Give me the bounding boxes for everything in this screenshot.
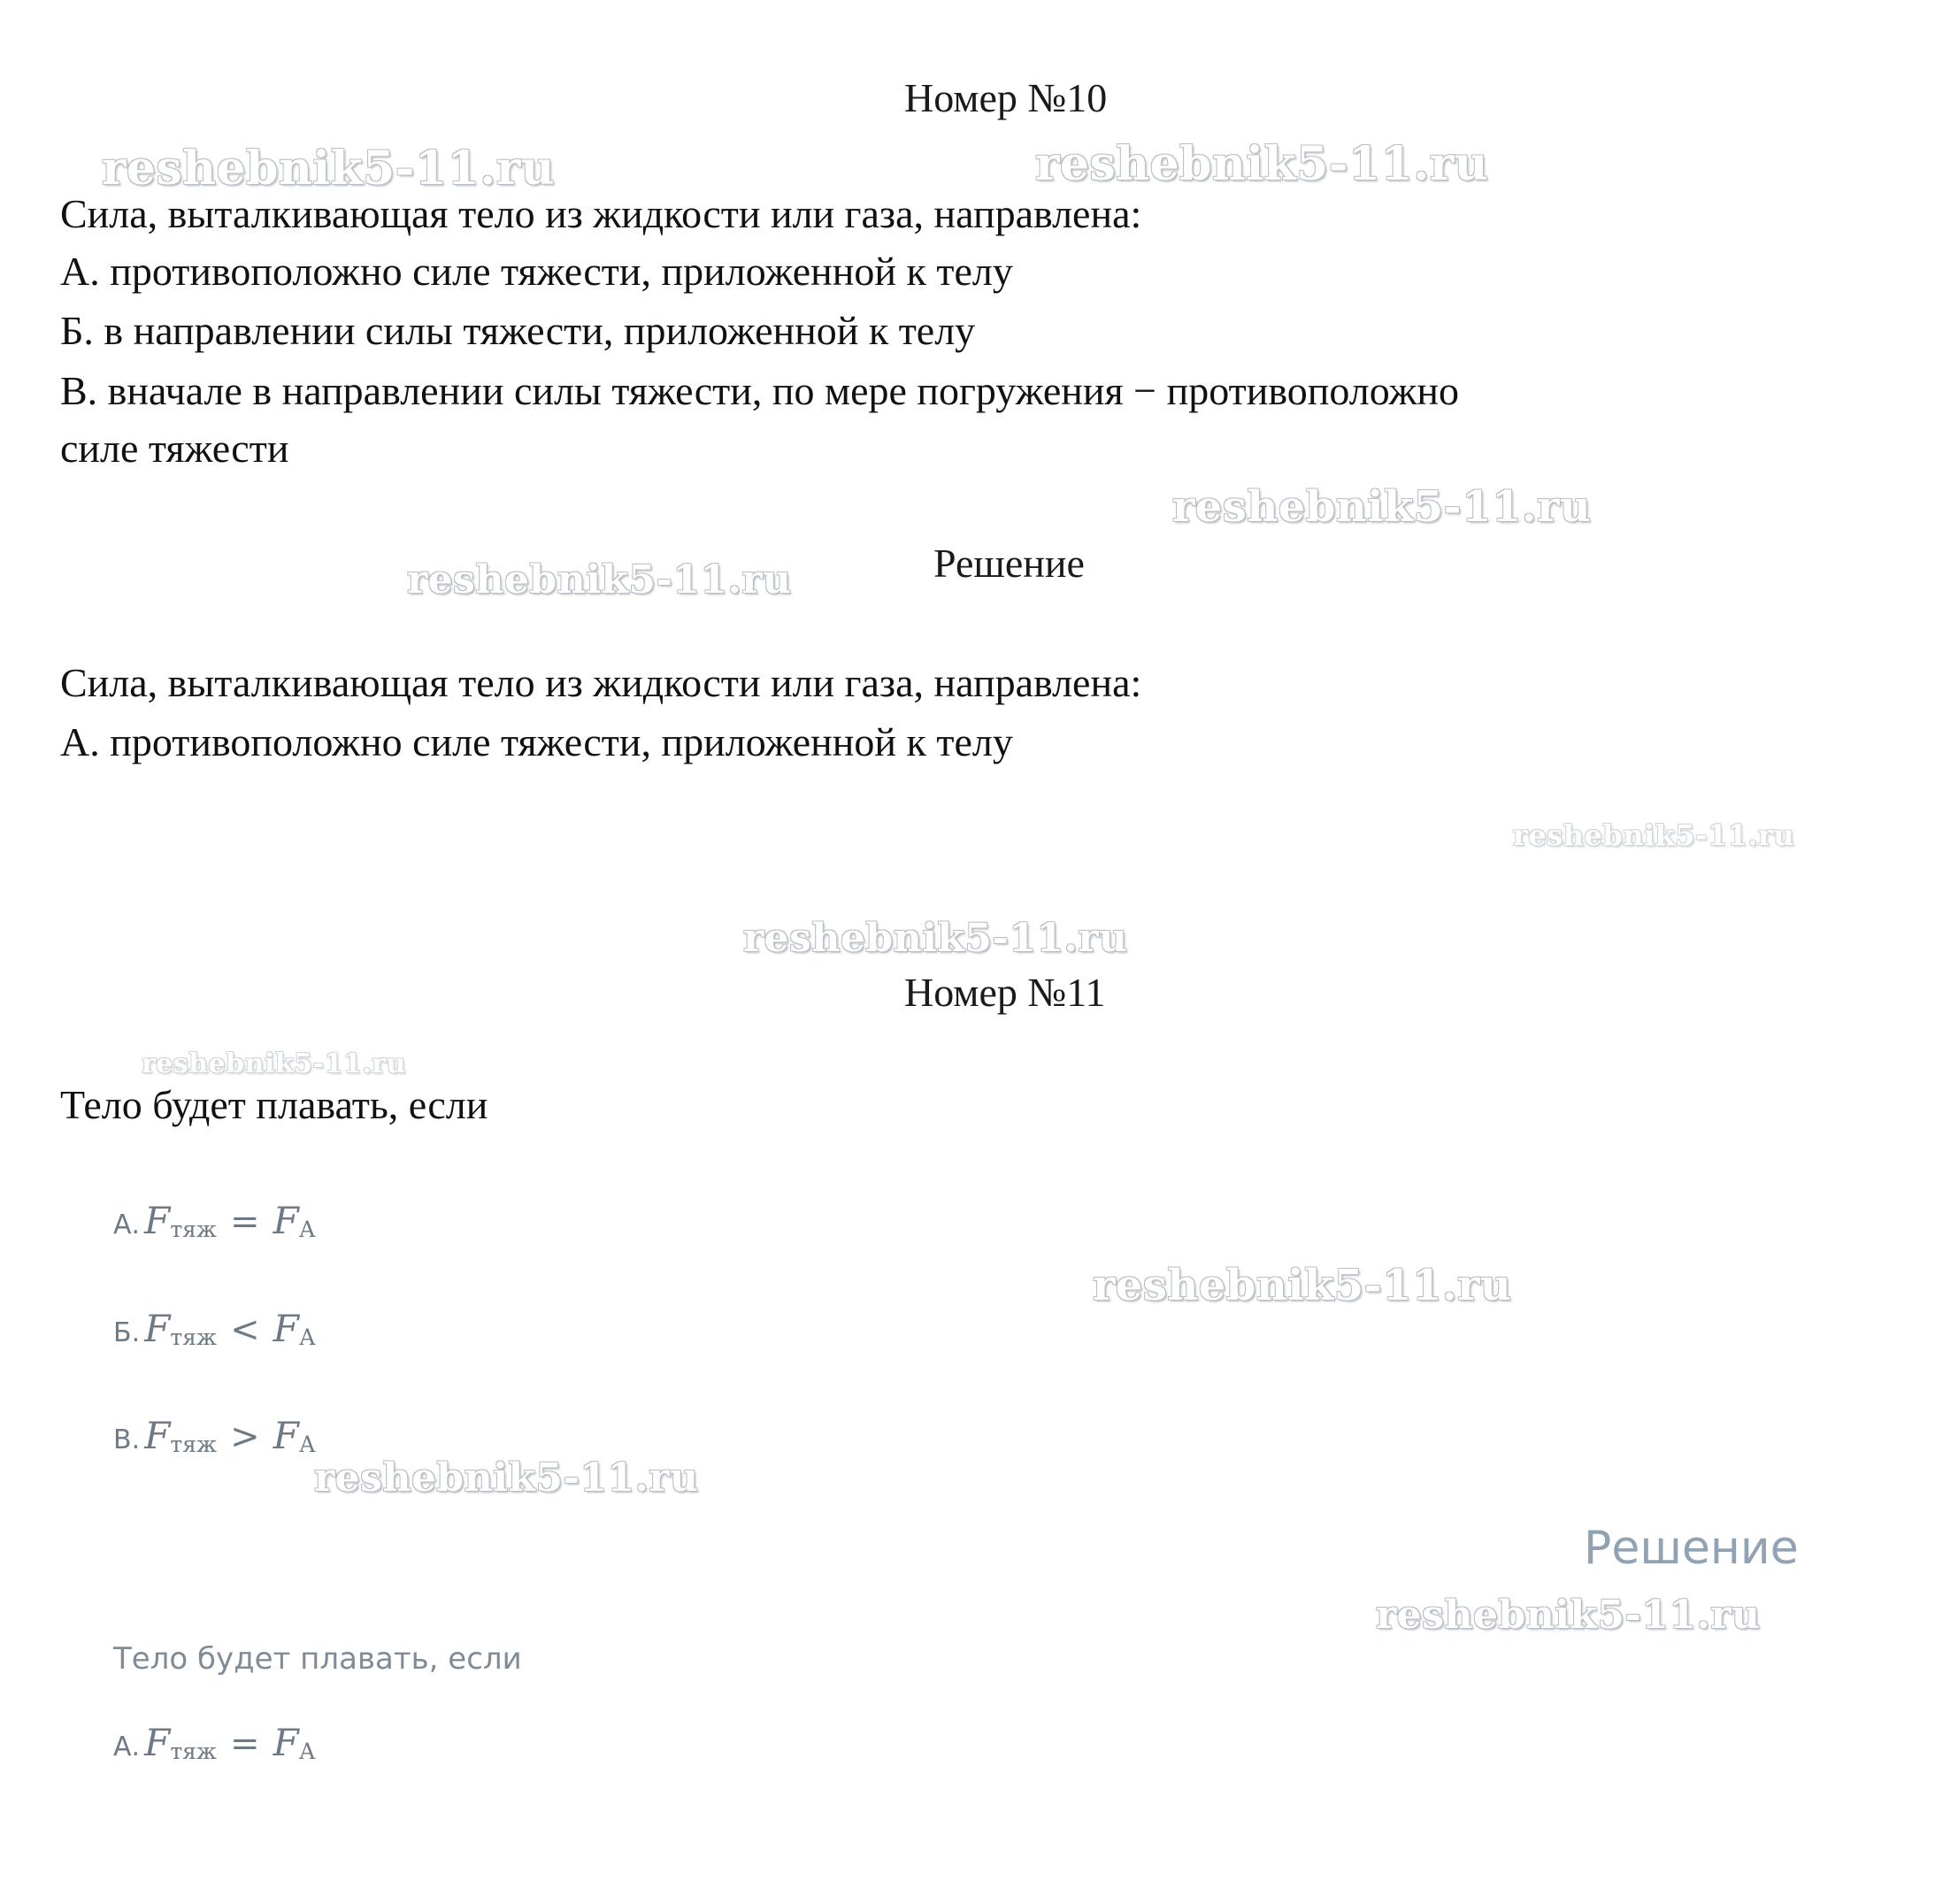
option-left-sub: тяж: [170, 1432, 217, 1458]
option-right-sub: А: [298, 1432, 316, 1458]
task-10-option-a: А. противоположно силе тяжести, приложенной к телу: [60, 249, 1013, 294]
task-10-title: Номер №10: [904, 75, 1108, 120]
task-11-question: Тело будет плавать, если: [60, 1082, 488, 1127]
task-10-solution-label: Решение: [933, 541, 1085, 586]
option-left-var: F: [144, 1307, 171, 1350]
task-10-option-v: В. вначале в направлении силы тяжести, по мере погружения − противоположно: [60, 368, 1459, 413]
option-right-sub: А: [298, 1739, 316, 1765]
task-11-title: Номер №11: [904, 970, 1106, 1015]
task-11-option-v: [113, 1414, 316, 1457]
watermark: reshebnik5-11.ru: [1513, 818, 1795, 852]
option-right-sub: А: [298, 1217, 316, 1243]
watermark: reshebnik5-11.ru: [314, 1455, 699, 1501]
option-label: В.: [113, 1424, 141, 1455]
task-11-solution-label: Решение: [1584, 1522, 1799, 1575]
watermark: reshebnik5-11.ru: [1376, 1593, 1761, 1638]
task-11-option-a: [113, 1199, 316, 1242]
option-operator: <: [230, 1309, 260, 1350]
task-10-option-b: Б. в направлении силы тяжести, приложенной к телу: [60, 308, 976, 353]
task-10-answer-option: А. противоположно силе тяжести, приложенной к телу: [60, 719, 1013, 764]
option-operator: >: [230, 1416, 260, 1457]
option-left-var: F: [144, 1414, 171, 1457]
option-label: А.: [113, 1731, 141, 1762]
watermark: reshebnik5-11.ru: [142, 1048, 406, 1079]
task-10-question: Сила, выталкивающая тело из жидкости или газа, направлена:: [60, 191, 1142, 236]
task-11-answer-option: [113, 1721, 316, 1764]
task-11-option-b: [113, 1307, 316, 1350]
option-operator: =: [230, 1724, 260, 1764]
task-10-answer-question: Сила, выталкивающая тело из жидкости или газа, направлена:: [60, 660, 1142, 705]
watermark: reshebnik5-11.ru: [1093, 1261, 1512, 1310]
option-operator: =: [230, 1202, 260, 1242]
option-label: Б.: [113, 1317, 141, 1348]
option-right-sub: А: [298, 1324, 316, 1351]
option-right-var: F: [273, 1414, 299, 1457]
option-right-var: F: [273, 1721, 299, 1764]
option-left-sub: тяж: [170, 1217, 217, 1243]
option-label: А.: [113, 1209, 141, 1240]
option-left-var: F: [144, 1721, 171, 1764]
watermark: reshebnik5-11.ru: [1035, 137, 1489, 191]
option-left-sub: тяж: [170, 1739, 217, 1765]
watermark: reshebnik5-11.ru: [102, 142, 556, 196]
option-left-var: F: [144, 1199, 171, 1242]
task-10-option-v-continued: силе тяжести: [60, 426, 289, 471]
watermark: reshebnik5-11.ru: [743, 916, 1128, 961]
option-right-var: F: [273, 1307, 299, 1350]
watermark: reshebnik5-11.ru: [1172, 482, 1592, 532]
option-right-var: F: [273, 1199, 299, 1242]
watermark: reshebnik5-11.ru: [407, 557, 792, 603]
task-11-answer-question: Тело будет плавать, если: [113, 1641, 522, 1677]
option-left-sub: тяж: [170, 1324, 217, 1351]
